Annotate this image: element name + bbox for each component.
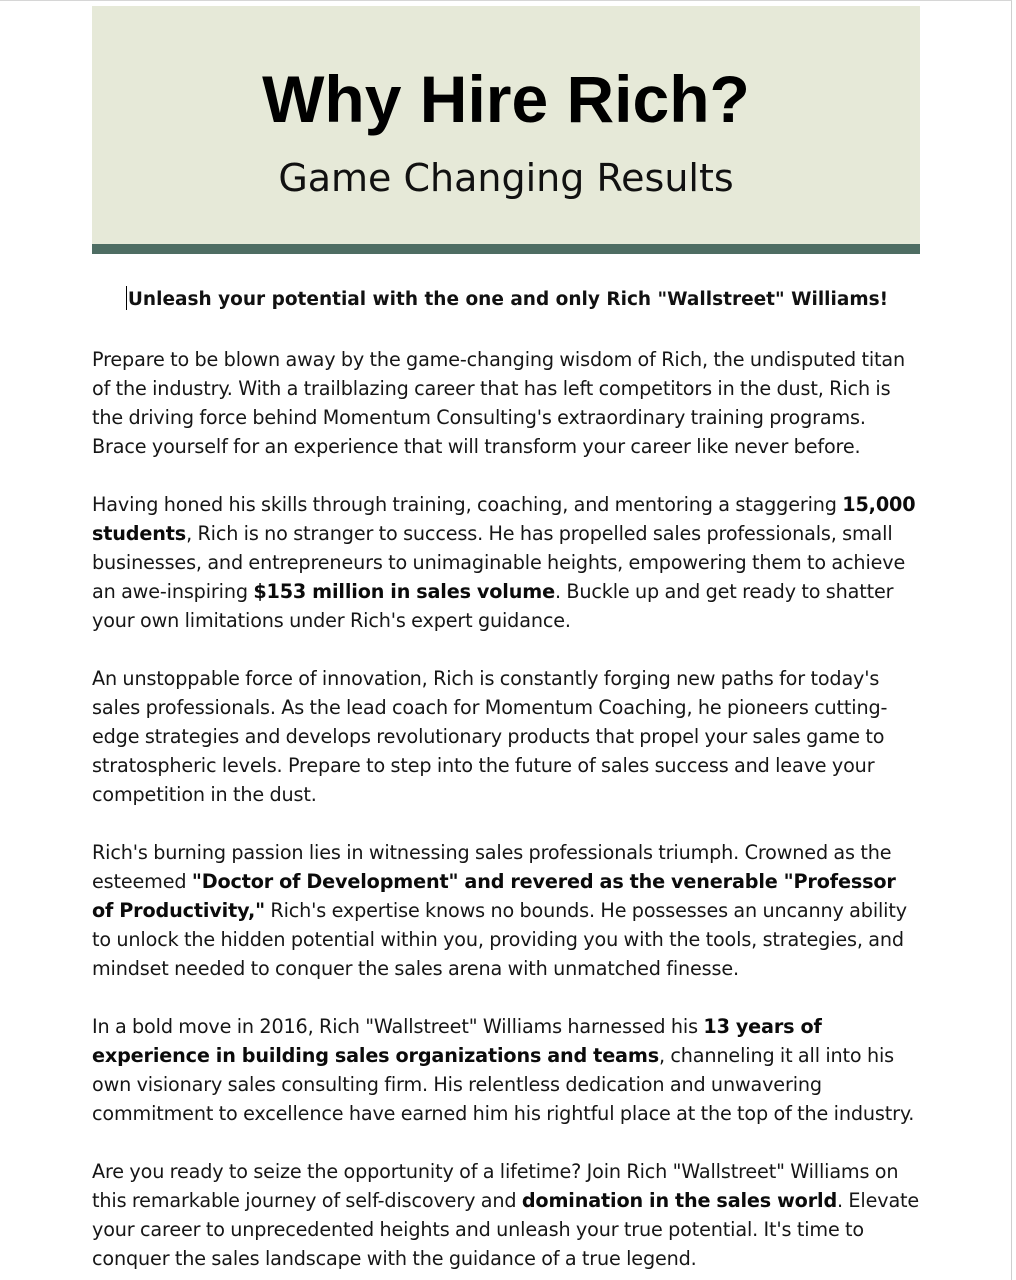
paragraph-text: Prepare to be blown away by the game-changing wisdom of Rich, the undisputed titan of the industry. With a trailblazing career that has left competitors in the dust, Rich is the driving force behind Momentum Consulting's extraordinary training programs. Brace yourself for an experience that will transform your career like never before. <box>92 348 906 458</box>
page-title: Why Hire Rich? <box>262 62 750 136</box>
paragraph-text: , channeling it all into his own visionary sales consulting firm. His relentless dedication and unwavering commitment to excellence have earned him his rightful place at the top of the industry. <box>92 1044 915 1125</box>
paragraph-text: Are you ready to seize the opportunity of a lifetime? Join Rich "Wallstreet" Williams on this remarkable journey of self-discovery and <box>92 1160 899 1212</box>
bold-domination: domination in the sales world <box>521 1189 838 1212</box>
header-banner <box>92 6 920 244</box>
bold-titles: "Doctor of Development" and revered as the venerable "Professor of Productivity," <box>92 870 896 922</box>
document-body[interactable] <box>92 284 922 1273</box>
lead-text: Unleash your potential with the one and only Rich "Wallstreet" Williams! <box>127 289 889 310</box>
paragraph-text: Rich's expertise knows no bounds. He possesses an uncanny ability to unlock the hidden potential within you, providing you with the tools, strategies, and mindset needed to conquer the sales arena with unmatched finesse. <box>92 899 907 980</box>
lead-sentence[interactable] <box>92 284 922 316</box>
paragraph-text: An unstoppable force of innovation, Rich is constantly forging new paths for today's sales professionals. As the lead coach for Momentum Coaching, he pioneers cutting-edge strategies and develops revolutionary products that propel your sales game to stratospheric levels. Prepare to step into the future of sales success and leave your competition in the dust. <box>92 667 888 806</box>
paragraph-innovation <box>92 664 922 809</box>
paragraph-intro <box>92 345 922 461</box>
bold-sales-volume: $153 million in sales volume <box>253 580 555 603</box>
paragraph-text: , Rich is no stranger to success. He has propelled sales professionals, small businesses, and entrepreneurs to unimaginable heights, empowering them to achieve an awe-inspiring <box>92 522 906 603</box>
paragraph-text: . Elevate your career to unprecedented heights and unleash your true potential. It's time to conquer the sales landscape with the guidance of a true legend. <box>92 1189 920 1270</box>
paragraph-text: Having honed his skills through training, coaching, and mentoring a staggering <box>92 493 843 516</box>
paragraph-text: Rich's burning passion lies in witnessing sales professionals triumph. Crowned as the esteemed <box>92 841 892 893</box>
paragraph-passion <box>92 838 922 983</box>
page-subtitle: Game Changing Results <box>278 156 734 200</box>
paragraph-students <box>92 490 922 635</box>
header-divider <box>92 244 920 254</box>
paragraph-text: . Buckle up and get ready to shatter your own limitations under Rich's expert guidance. <box>92 580 894 632</box>
paragraph-call-to-action <box>92 1157 922 1273</box>
paragraph-history <box>92 1012 922 1128</box>
bold-experience: 13 years of experience in building sales organizations and teams <box>92 1015 822 1067</box>
bold-students-count: 15,000 students <box>92 493 916 545</box>
paragraph-text: In a bold move in 2016, Rich "Wallstreet" Williams harnessed his <box>92 1015 704 1038</box>
text-cursor <box>126 286 127 310</box>
